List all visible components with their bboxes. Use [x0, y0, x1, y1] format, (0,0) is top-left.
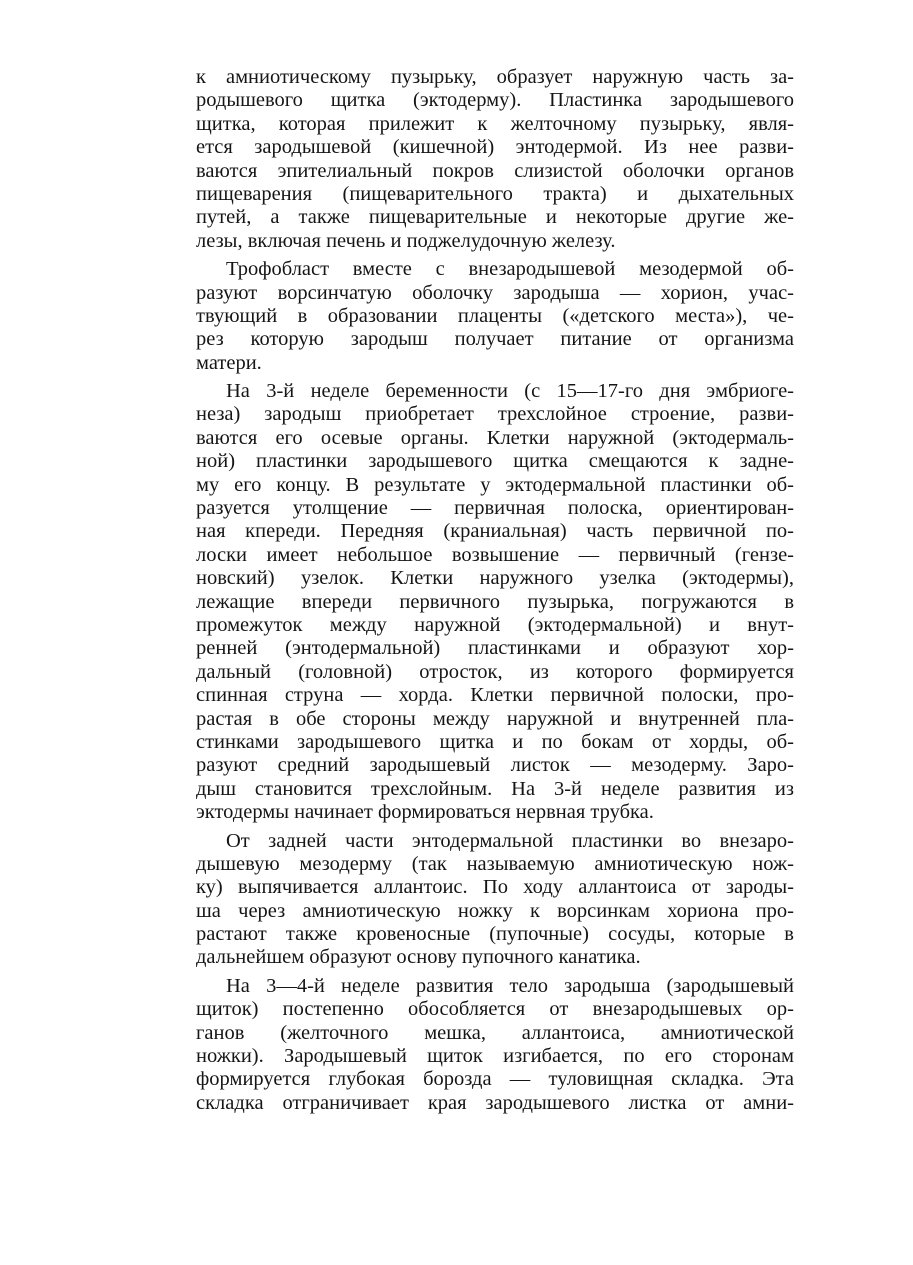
paragraph: [196, 975, 794, 1115]
text-line: ная кпереди. Передняя (краниальная) часть первичной по-: [196, 520, 794, 543]
text-line: лежащие впереди первичного пузырька, погружаются в: [196, 590, 794, 613]
text-line: ваются его осевые органы. Клетки наружной (эктодермаль-: [196, 426, 794, 449]
text-line: На 3-й неделе беременности (с 15—17-го дня эмбриоге-: [226, 380, 794, 403]
page-body: [196, 66, 794, 1115]
text-line: матери.: [196, 351, 262, 374]
text-line: ренней (энтодермальной) пластинками и образуют хор-: [196, 637, 794, 660]
text-line: рез которую зародыш получает питание от организма: [196, 328, 794, 351]
text-line: новский) узелок. Клетки наружного узелка (эктодермы),: [196, 567, 794, 590]
text-line: От задней части энтодермальной пластинки во внезаро-: [226, 829, 794, 852]
text-line: Трофобласт вместе с внезародышевой мезодермой об-: [226, 258, 794, 281]
paragraph: [196, 66, 794, 253]
text-line: ной) пластинки зародышевого щитка смещаются к задне-: [196, 450, 794, 473]
text-line: промежуток между наружной (эктодермальной) и внут-: [196, 613, 794, 636]
text-line: формируется глубокая борозда — туловищная складка. Эта: [196, 1068, 794, 1091]
text-line: разуют ворсинчатую оболочку зародыша — хорион, учас-: [196, 281, 794, 304]
text-line: ваются эпителиальный покров слизистой оболочки органов: [196, 159, 794, 182]
text-line: путей, а также пищеварительные и некоторые другие же-: [196, 206, 794, 229]
paragraph: [196, 830, 794, 970]
text-line: родышевого щитка (эктодерму). Пластинка зародышевого: [196, 89, 794, 112]
text-line: дальный (головной) отросток, из которого формируется: [196, 660, 794, 683]
text-line: ется зародышевой (кишечной) энтодермой. Из нее разви-: [196, 136, 794, 159]
text-line: лоски имеет небольшое возвышение — первичный (гензе-: [196, 543, 794, 566]
text-line: щитка, которая прилежит к желточному пузырьку, явля-: [196, 112, 794, 135]
text-line: дальнейшем образуют основу пупочного канатика.: [196, 946, 641, 969]
text-line: растая в обе стороны между наружной и внутренней пла-: [196, 707, 794, 730]
text-line: эктодермы начинает формироваться нервная трубка.: [196, 801, 654, 824]
text-line: ганов (желточного мешка, аллантоиса, амниотической: [196, 1021, 794, 1044]
text-line: ша через амниотическую ножку к ворсинкам хориона про-: [196, 899, 794, 922]
text-line: дышевую мезодерму (так называемую амниотическую нож-: [196, 852, 794, 875]
text-line: неза) зародыш приобретает трехслойное строение, разви-: [196, 403, 794, 426]
text-line: ножки). Зародышевый щиток изгибается, по его сторонам: [196, 1045, 794, 1068]
text-line: му его концу. В результате у эктодермальной пластинки об-: [196, 473, 794, 496]
paragraph: [196, 258, 794, 375]
text-line: складка отграничивает края зародышевого листка от амни-: [196, 1091, 794, 1114]
text-line: стинками зародышевого щитка и по бокам от хорды, об-: [196, 730, 794, 753]
text-line: пищеварения (пищеварительного тракта) и дыхательных: [196, 182, 794, 205]
text-line: спинная струна — хорда. Клетки первичной полоски, про-: [196, 684, 794, 707]
text-line: растают также кровеносные (пупочные) сосуды, которые в: [196, 923, 794, 946]
text-line: разуется утолщение — первичная полоска, ориентирован-: [196, 497, 794, 520]
text-line: щиток) постепенно обособляется от внезародышевых ор-: [196, 998, 794, 1021]
text-line: На 3—4-й неделе развития тело зародыша (зародышевый: [226, 974, 794, 997]
text-line: ку) выпячивается аллантоис. По ходу аллантоиса от зароды-: [196, 876, 794, 899]
paragraph: [196, 380, 794, 824]
text-line: твующий в образовании плаценты («детского места»), че-: [196, 304, 794, 327]
text-line: дыш становится трехслойным. На 3-й неделе развития из: [196, 777, 794, 800]
text-line: к амниотическому пузырьку, образует наружную часть за-: [196, 66, 794, 88]
text-line: разуют средний зародышевый листок — мезодерму. Заро-: [196, 754, 794, 777]
text-line: лезы, включая печень и поджелудочную железу.: [196, 229, 616, 252]
